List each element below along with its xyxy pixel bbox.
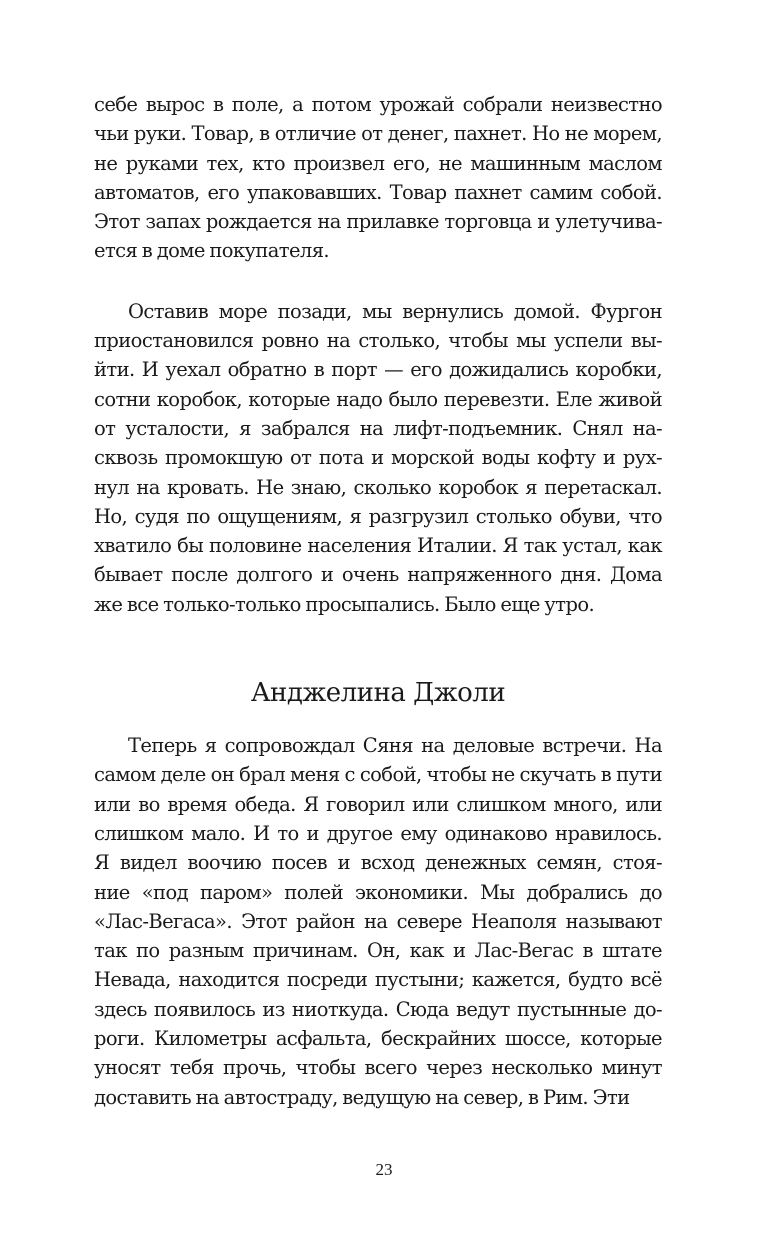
text-line: самом деле он брал меня с собой, чтобы не скучать в пути: [94, 763, 662, 787]
text-line: не руками тех, кто произвел его, не машинным маслом: [94, 151, 662, 175]
text-line: ние «под паром» полей экономики. Мы добрались до: [94, 880, 662, 904]
text-line: нул на кровать. Не знаю, сколько коробок я перетаскал.: [94, 475, 662, 499]
text-line: Оставив море позади, мы вернулись домой. Фургон: [128, 299, 662, 323]
text-line: йти. И уехал обратно в порт — его дожидались коробки,: [94, 358, 662, 382]
text-line: слишком мало. И то и другое ему одинаково нравилось.: [94, 821, 662, 845]
text-line: автоматов, его упаковавших. Товар пахнет самим собой.: [94, 180, 662, 204]
paragraph: [94, 90, 662, 266]
text-line: приостановился ровно на столько, чтобы мы успели вы-: [94, 329, 662, 353]
text-line: доставить на автостраду, ведущую на север, в Рим. Эти: [94, 1085, 630, 1109]
text-line: «Лас-Вегаса». Этот район на севере Неаполя называют: [94, 909, 662, 933]
text-line: Теперь я сопровождал Сяня на деловые встречи. На: [128, 734, 662, 758]
text-line: сотни коробок, которые надо было перевезти. Еле живой: [94, 387, 662, 411]
text-line: хватило бы половине населения Италии. Я так устал, как: [94, 534, 662, 558]
section-text-top: [94, 90, 662, 619]
paragraph: [94, 731, 662, 1112]
section-text-bottom: [94, 731, 662, 1112]
page-number: 23: [375, 1160, 393, 1179]
text-line: себе вырос в поле, а потом урожай собрали неизвестно: [94, 93, 662, 116]
paragraph: [94, 297, 662, 619]
text-line: же все только-только просыпались. Было еще утро.: [94, 592, 595, 616]
page-body: [94, 90, 662, 1112]
text-line: роги. Километры асфальта, бескрайних шоссе, которые: [94, 1027, 662, 1051]
text-line: чьи руки. Товар, в отличие от денег, пахнет. Но не морем,: [94, 122, 662, 146]
text-line: или во время обеда. Я говорил или слишком много, или: [94, 792, 662, 816]
text-line: так по разным причинам. Он, как и Лас-Вегас в штате: [94, 939, 662, 963]
text-line: ется в доме покупателя.: [94, 239, 330, 263]
text-line: сквозь промокшую от пота и морской воды кофту и рух-: [94, 446, 662, 470]
chapter-heading: Анджелина Джоли: [250, 678, 506, 709]
text-line: от усталости, я забрался на лифт-подъемник. Снял на-: [94, 416, 662, 440]
text-line: Я видел воочию посев и всход денежных семян, стоя-: [94, 851, 662, 875]
text-line: Невада, находится посреди пустыни; кажется, будто всё: [94, 968, 662, 992]
text-line: Этот запах рождается на прилавке торговца и улетучива-: [94, 210, 662, 234]
text-line: бывает после долгого и очень напряженного дня. Дома: [94, 563, 662, 587]
paragraph-gap: [94, 266, 662, 297]
text-line: здесь появилось из ниоткуда. Сюда ведут пустынные до-: [94, 997, 662, 1021]
text-line: Но, судя по ощущениям, я разгрузил столько обуви, что: [94, 504, 662, 528]
text-line: уносят тебя прочь, чтобы всего через несколько минут: [94, 1056, 662, 1080]
